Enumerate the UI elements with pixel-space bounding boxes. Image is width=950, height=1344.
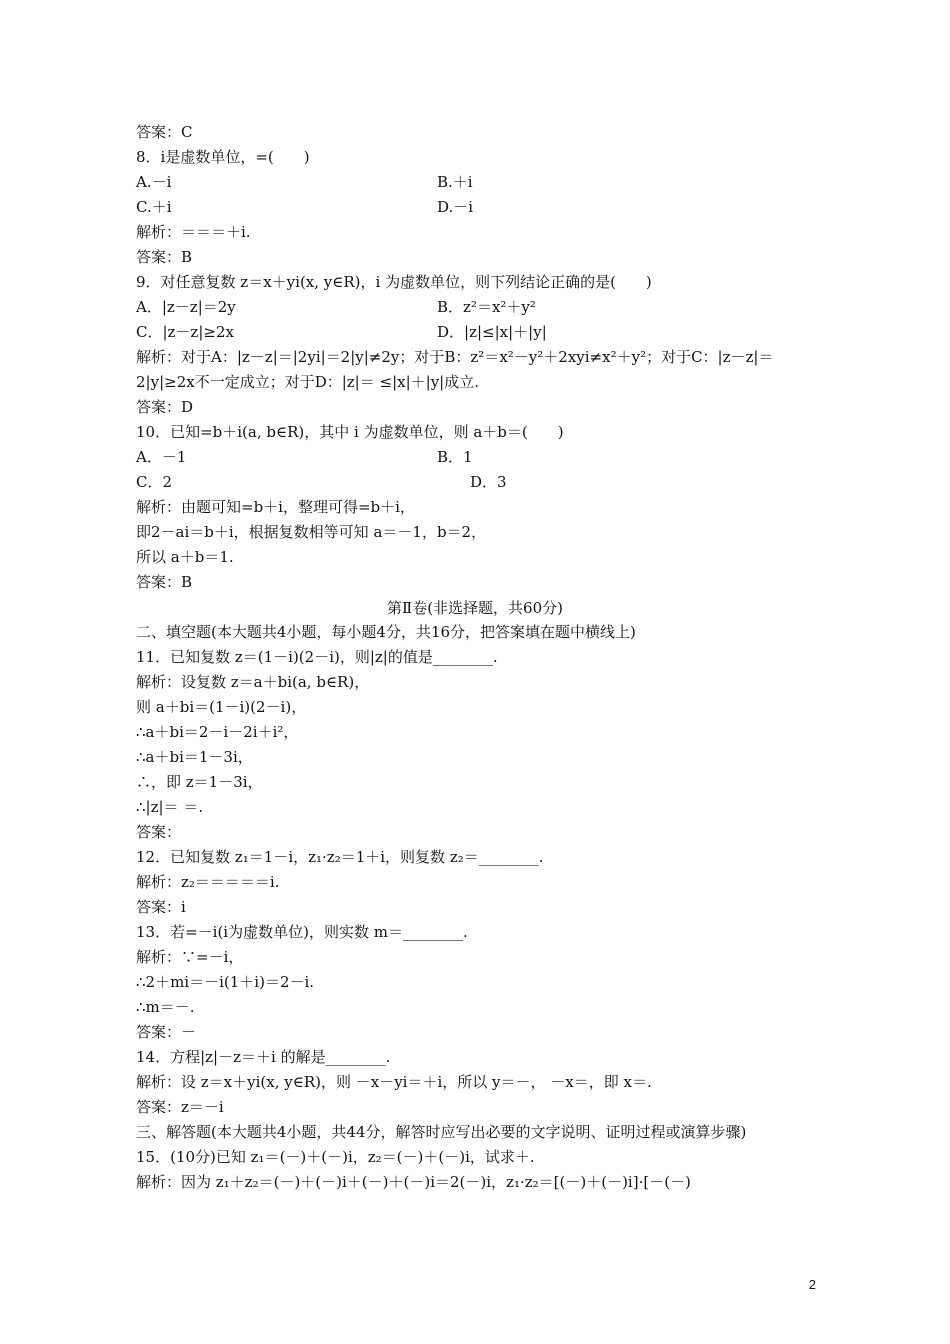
- question-11: 11．已知复数 z＝(1－i)(2－i)，则|z|的值是________.: [136, 648, 498, 666]
- q8-option-d: D.－i: [437, 198, 474, 216]
- q11-solution-5: ∴，即 z＝1－3i，: [136, 773, 263, 791]
- q13-solution-3: ∴m＝－.: [136, 998, 195, 1016]
- q11-solution-1: 解析：设复数 z＝a＋bi(a, b∈R)，: [136, 673, 370, 691]
- q11-solution-6: ∴|z|＝ ＝.: [136, 798, 204, 816]
- q10-option-b: B．1: [437, 448, 473, 466]
- q10-solution-2: 即2－ai＝b＋i，根据复数相等可知 a＝－1，b＝2，: [136, 523, 487, 541]
- q8-option-a: A.－i: [136, 173, 172, 191]
- q14-solution: 解析：设 z＝x＋yi(x, y∈R)，则 －x－yi＝＋i，所以 y＝－， －x＝，即 x＝.: [136, 1073, 652, 1091]
- answer-q14: 答案：z＝－i: [136, 1098, 224, 1116]
- q11-solution-4: ∴a＋bi＝1－3i，: [136, 748, 253, 766]
- answer-q11: 答案：: [136, 823, 182, 841]
- page-number: 2: [808, 1277, 816, 1292]
- section-heading-solve: 三、解答题(本大题共4小题，共44分，解答时应写出必要的文字说明、证明过程或演算步骤): [136, 1123, 747, 1141]
- q8-option-b: B.＋i: [437, 173, 473, 191]
- q11-solution-2: 则 a＋bi＝(1－i)(2－i)，: [136, 698, 307, 716]
- q10-option-c: C．2: [136, 473, 173, 491]
- answer-q13: 答案：－: [136, 1023, 197, 1041]
- q9-option-a: A．|z－z|＝2y: [136, 298, 236, 316]
- answer-q12: 答案：i: [136, 898, 186, 916]
- q8-option-c: C.＋i: [136, 198, 172, 216]
- answer-q10: 答案：B: [136, 573, 193, 591]
- question-9: 9．对任意复数 z＝x＋yi(x, y∈R)，i 为虚数单位，则下列结论正确的是( ): [136, 273, 652, 291]
- answer-q9: 答案：D: [136, 398, 194, 416]
- q9-option-c: C．|z－z|≥2x: [136, 323, 234, 341]
- q9-solution-2: 2|y|≥2x不一定成立；对于D：|z|＝ ≤|x|＋|y|成立.: [136, 373, 479, 391]
- question-12: 12．已知复数 z₁＝1－i，z₁·z₂＝1＋i，则复数 z₂＝________.: [136, 848, 544, 866]
- q10-solution-1: 解析：由题可知=b＋i，整理可得=b＋i，: [136, 498, 415, 516]
- q10-option-d: D．3: [470, 473, 507, 491]
- q9-option-b: B．z²＝x²＋y²: [437, 298, 536, 316]
- q9-solution-1: 解析：对于A：|z－z|＝|2yi|＝2|y|≠2y；对于B：z²＝x²－y²＋2xyi≠x²＋y²；对于C：|z－z|＝: [136, 348, 774, 366]
- q12-solution: 解析：z₂＝＝＝＝＝i.: [136, 873, 280, 891]
- q10-option-a: A．－1: [136, 448, 187, 466]
- question-13: 13．若=－i(i为虚数单位)，则实数 m＝________.: [136, 923, 468, 941]
- q9-option-d: D．|z|≤|x|＋|y|: [437, 323, 547, 341]
- question-8: 8．i是虚数单位，=( ): [136, 148, 310, 166]
- answer-q7: 答案：C: [136, 123, 193, 141]
- section-heading-fill-in: 二、填空题(本大题共4小题，每小题4分，共16分，把答案填在题中横线上): [136, 623, 636, 641]
- question-10: 10．已知=b＋i(a, b∈R)，其中 i 为虚数单位，则 a＋b＝( ): [136, 423, 564, 441]
- section-heading-part-2: 第Ⅱ卷(非选择题，共60分): [387, 599, 563, 617]
- q13-solution-2: ∴2＋mi＝－i(1＋i)＝2－i.: [136, 973, 315, 991]
- answer-q8: 答案：B: [136, 248, 193, 266]
- q10-solution-3: 所以 a＋b＝1.: [136, 548, 234, 566]
- question-14: 14．方程|z|－z＝＋i 的解是________.: [136, 1048, 391, 1066]
- q13-solution-1: 解析：∵=－i，: [136, 948, 244, 966]
- q8-solution: 解析：＝＝＝＋i.: [136, 223, 251, 241]
- question-15: 15．(10分)已知 z₁＝(－)＋(－)i，z₂＝(－)＋(－)i，试求＋.: [136, 1148, 535, 1166]
- q15-solution-1: 解析：因为 z₁＋z₂＝(－)＋(－)i＋(－)＋(－)i＝2(－)i，z₁·z₂＝[(－)＋(－)i]·[－(－): [136, 1173, 691, 1191]
- q11-solution-3: ∴a＋bi＝2－i－2i＋i²，: [136, 723, 299, 741]
